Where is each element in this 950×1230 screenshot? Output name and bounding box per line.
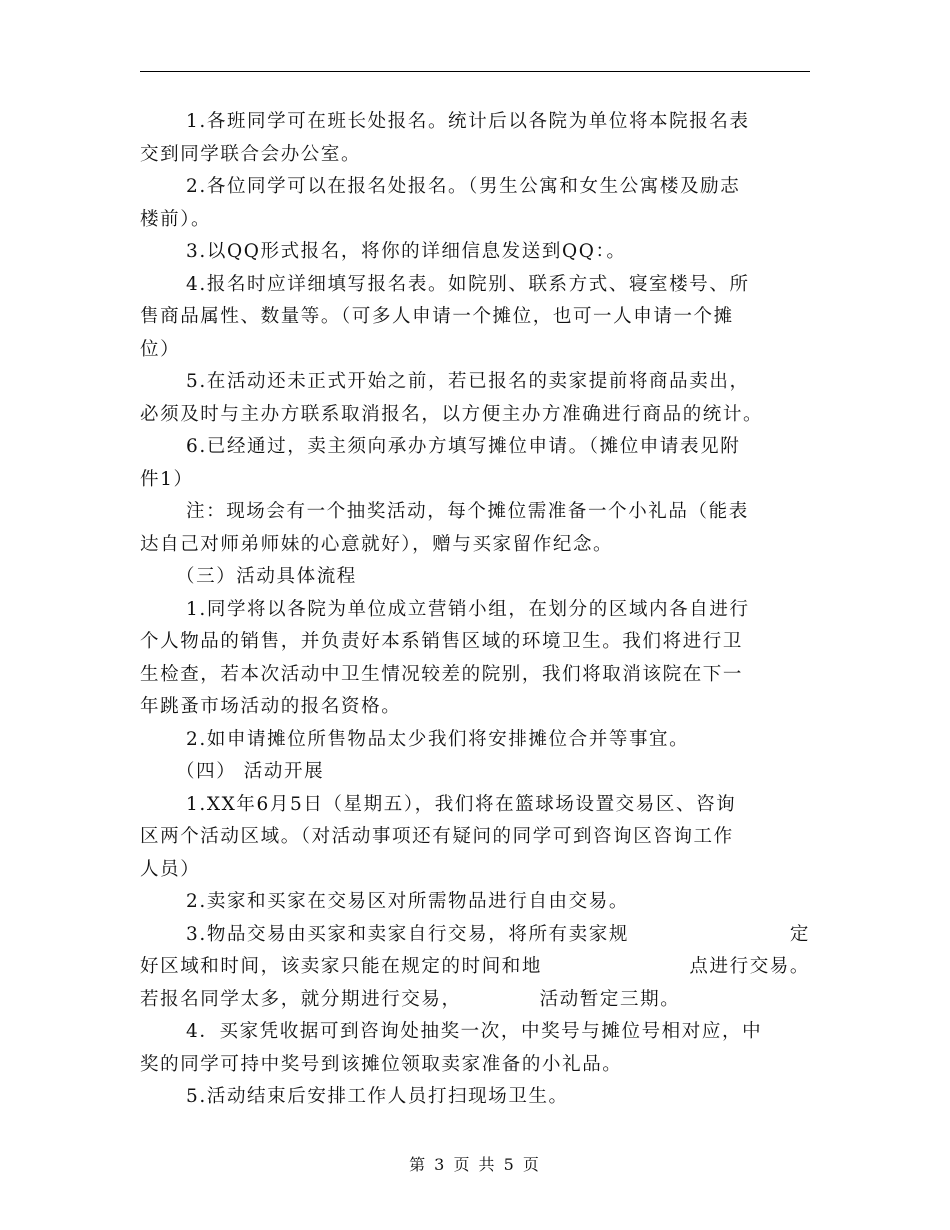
paragraph-line: 2.卖家和买家在交易区对所需物品进行自由交易。 — [186, 891, 629, 912]
paragraph-line: 楼前）。 — [140, 208, 212, 230]
page-number-footer: 第 3 页 共 5 页 — [409, 1155, 541, 1174]
section-heading: （三）活动具体流程 — [176, 566, 357, 587]
paragraph-line — [140, 984, 810, 1017]
paragraph-line: 区两个活动区域。（对活动事项还有疑问的同学可到咨询区咨询工作 — [140, 826, 734, 847]
section-heading: （四） 活动开展 — [176, 761, 325, 782]
paragraph-line: 4．买家凭收据可到咨询处抽奖一次，中奖号与摊位号相对应，中 — [186, 1021, 763, 1042]
line-segment: 活动暂定三期。 — [539, 988, 681, 1010]
paragraph-line: 3.以QQ形式报名，将你的详细信息发送到QQ：。 — [186, 241, 627, 262]
paragraph-line: 2.各位同学可以在报名处报名。（男生公寓和女生公寓楼及励志 — [186, 176, 741, 197]
note-line: 注：现场会有一个抽奖活动，每个摊位需准备一个小礼品（能表 — [186, 501, 749, 522]
line-segment: 3.物品交易由买家和卖家自行交易，将所有卖家规 — [186, 923, 629, 945]
line-segment: 点进行交易。 — [689, 956, 810, 977]
paragraph-line: 必须及时与主办方联系取消报名，以方便主办方准确进行商品的统计。 — [140, 403, 764, 425]
document-body — [140, 106, 810, 1114]
paragraph-line: 交到同学联合会办公室。 — [140, 143, 362, 165]
paragraph-line: 5.在活动还未正式开始之前，若已报名的卖家提前将商品卖出， — [186, 371, 750, 392]
paragraph-line: 位） — [140, 338, 181, 360]
header-rule — [140, 71, 810, 72]
line-segment: 好区域和时间，该卖家只能在规定的时间和地 — [140, 956, 543, 977]
note-line: 达自己对师弟师妹的心意就好），赠与买家留作纪念。 — [140, 533, 614, 555]
paragraph-line: 奖的同学可持中奖号到该摊位领取卖家准备的小礼品。 — [140, 1053, 623, 1075]
paragraph-line: 售商品属性、数量等。（可多人申请一个摊位，也可一人申请一个摊 — [140, 306, 734, 327]
paragraph-line: 1.同学将以各院为单位成立营销小组，在划分的区域内各自进行 — [186, 598, 750, 620]
paragraph-line: 个人物品的销售，并负责好本系销售区域的环境卫生。我们将进行卫 — [140, 631, 744, 652]
paragraph-line: 生检查，若本次活动中卫生情况较差的院别，我们将取消该院在下一 — [140, 663, 744, 685]
paragraph-line — [140, 919, 810, 952]
paragraph-line: 6.已经通过，卖主须向承办方填写摊位申请。（摊位申请表见附 — [186, 436, 741, 457]
paragraph-line: 5.活动结束后安排工作人员打扫现场卫生。 — [186, 1086, 569, 1107]
paragraph-line: 件1） — [140, 468, 194, 490]
paragraph-line: 1.各班同学可在班长处报名。统计后以各院为单位将本院报名表 — [186, 111, 750, 132]
paragraph-line: 年跳蚤市场活动的报名资格。 — [140, 696, 402, 717]
paragraph-line — [140, 951, 810, 984]
line-segment: 定 — [789, 923, 810, 945]
paragraph-line: 1.XX年6月5日（星期五），我们将在篮球场设置交易区、咨询 — [186, 793, 737, 815]
paragraph-line: 人员） — [140, 858, 201, 880]
paragraph-line: 4.报名时应详细填写报名表。如院别、联系方式、寝室楼号、所 — [186, 273, 750, 295]
paragraph-line: 2.如申请摊位所售物品太少我们将安排摊位合并等事宜。 — [186, 728, 690, 750]
line-segment: 若报名同学太多，就分期进行交易， — [140, 988, 462, 1010]
